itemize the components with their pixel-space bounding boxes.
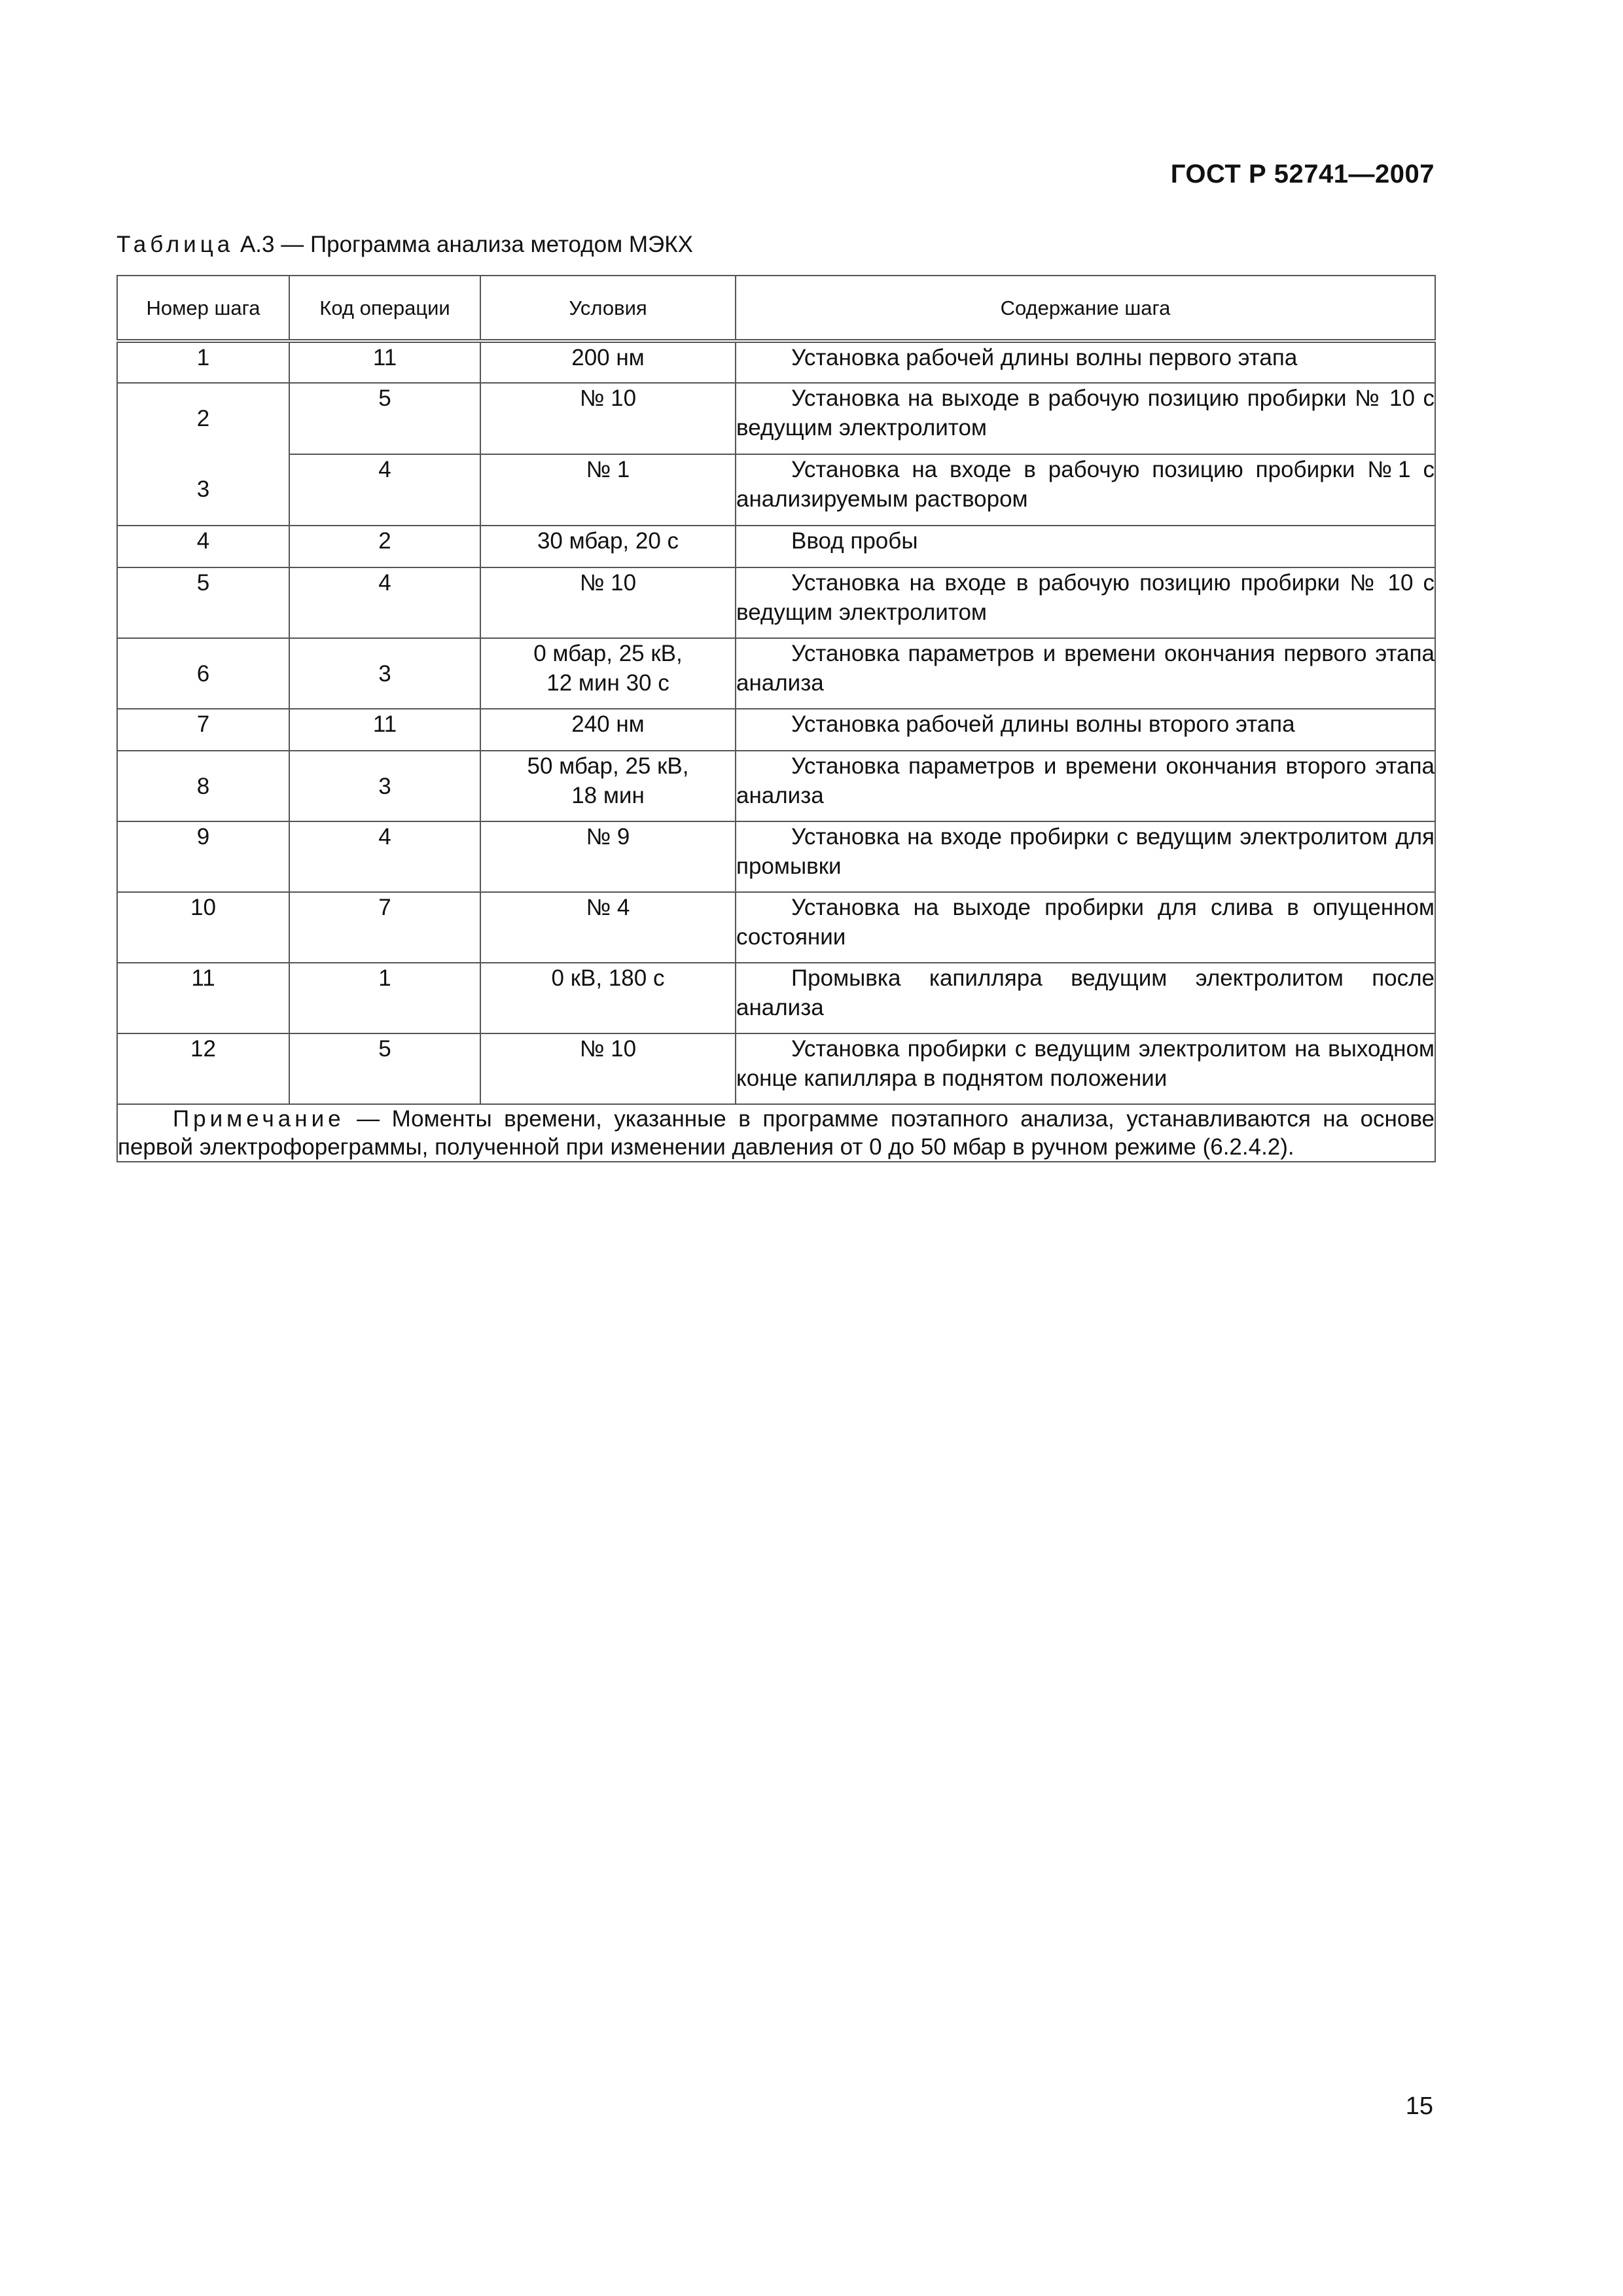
condition-line: 0 мбар, 25 кВ, — [533, 641, 683, 666]
condition-line: 18 мин — [571, 783, 645, 808]
content-cell: Установка параметров и времени окончания второго этапа анализа — [736, 751, 1435, 821]
step-cell: 11 — [117, 963, 289, 1033]
table-row — [117, 341, 1435, 383]
table-row — [117, 751, 1435, 821]
table-row — [117, 709, 1435, 751]
table-row — [117, 567, 1435, 638]
table-caption — [116, 232, 693, 258]
content-cell: Установка пробирки с ведущим электролитом на выходном конце капилляра в поднятом положении — [736, 1033, 1435, 1104]
content-cell: Установка на входе пробирки с ведущим электролитом для промывки — [736, 821, 1435, 892]
content-cell: Промывка капилляра ведущим электролитом после анализа — [736, 963, 1435, 1033]
step-cell: 8 — [117, 751, 289, 821]
condition-cell: № 9 — [480, 821, 736, 892]
table-header-row — [117, 276, 1435, 341]
condition-cell: 200 нм — [480, 341, 736, 383]
condition-cell: № 10 — [480, 1033, 736, 1104]
table-row — [117, 963, 1435, 1033]
content-cell: Установка на выходе в рабочую позицию пробирки № 10 с ведущим электролитом — [736, 383, 1435, 454]
code-cell: 3 — [289, 751, 480, 821]
condition-cell: № 1 — [480, 454, 736, 526]
table-row — [117, 821, 1435, 892]
step-value: 2 — [196, 406, 210, 431]
content-cell: Установка параметров и времени окончания первого этапа анализа — [736, 638, 1435, 709]
condition-cell: № 4 — [480, 892, 736, 963]
code-cell: 3 — [289, 638, 480, 709]
content-cell: Ввод пробы — [736, 526, 1435, 567]
content-cell: Установка на выходе пробирки для слива в опущенном состоянии — [736, 892, 1435, 963]
content-cell: Установка рабочей длины волны первого этапа — [736, 341, 1435, 383]
condition-cell: 0 кВ, 180 с — [480, 963, 736, 1033]
table-row — [117, 638, 1435, 709]
note-label: Примечание — [173, 1106, 345, 1132]
column-header-code: Код операции — [289, 276, 480, 341]
condition-cell: № 10 — [480, 567, 736, 638]
step-cell: 12 — [117, 1033, 289, 1104]
step-cell: 10 — [117, 892, 289, 963]
step-cell — [117, 383, 289, 526]
table-row — [117, 454, 1435, 526]
condition-cell — [480, 638, 736, 709]
code-cell: 4 — [289, 821, 480, 892]
step-cell: 9 — [117, 821, 289, 892]
code-cell: 5 — [289, 383, 480, 454]
table-row — [117, 383, 1435, 454]
column-header-step: Номер шага — [117, 276, 289, 341]
analysis-program-table — [116, 275, 1436, 1162]
code-cell: 11 — [289, 709, 480, 751]
page-number: 15 — [1405, 2092, 1433, 2120]
condition-line: 12 мин 30 с — [546, 670, 669, 696]
document-code: ГОСТ Р 52741—2007 — [1170, 160, 1435, 188]
step-value: 3 — [196, 476, 210, 502]
code-cell: 5 — [289, 1033, 480, 1104]
condition-cell: 240 нм — [480, 709, 736, 751]
table-note — [117, 1104, 1435, 1162]
code-cell: 11 — [289, 341, 480, 383]
step-cell: 1 — [117, 341, 289, 383]
condition-cell: 30 мбар, 20 с — [480, 526, 736, 567]
condition-line: 50 мбар, 25 кВ, — [527, 753, 689, 779]
table-row — [117, 1033, 1435, 1104]
table-note-row — [117, 1104, 1435, 1162]
table-caption-title: А.3 — Программа анализа методом МЭКХ — [234, 232, 693, 257]
code-cell: 4 — [289, 567, 480, 638]
code-cell: 1 — [289, 963, 480, 1033]
note-text: — Моменты времени, указанные в программе поэтапного анализа, устанавливаются на основе первой электрофореграммы, полученной при изменении давления от 0 до 50 мбар в ручном режиме (6.2.4.2). — [118, 1106, 1435, 1160]
step-cell: 6 — [117, 638, 289, 709]
condition-cell — [480, 751, 736, 821]
table-row — [117, 526, 1435, 567]
content-cell: Установка на входе в рабочую позицию пробирки №1 с анализируемым раствором — [736, 454, 1435, 526]
step-cell: 5 — [117, 567, 289, 638]
table-row — [117, 892, 1435, 963]
condition-cell: № 10 — [480, 383, 736, 454]
step-cell: 7 — [117, 709, 289, 751]
code-cell: 7 — [289, 892, 480, 963]
code-cell: 2 — [289, 526, 480, 567]
content-cell: Установка на входе в рабочую позицию пробирки № 10 с ведущим электролитом — [736, 567, 1435, 638]
column-header-content: Содержание шага — [736, 276, 1435, 341]
code-cell: 4 — [289, 454, 480, 526]
column-header-condition: Условия — [480, 276, 736, 341]
table-caption-word: Таблица — [116, 232, 234, 257]
step-cell: 4 — [117, 526, 289, 567]
content-cell: Установка рабочей длины волны второго этапа — [736, 709, 1435, 751]
